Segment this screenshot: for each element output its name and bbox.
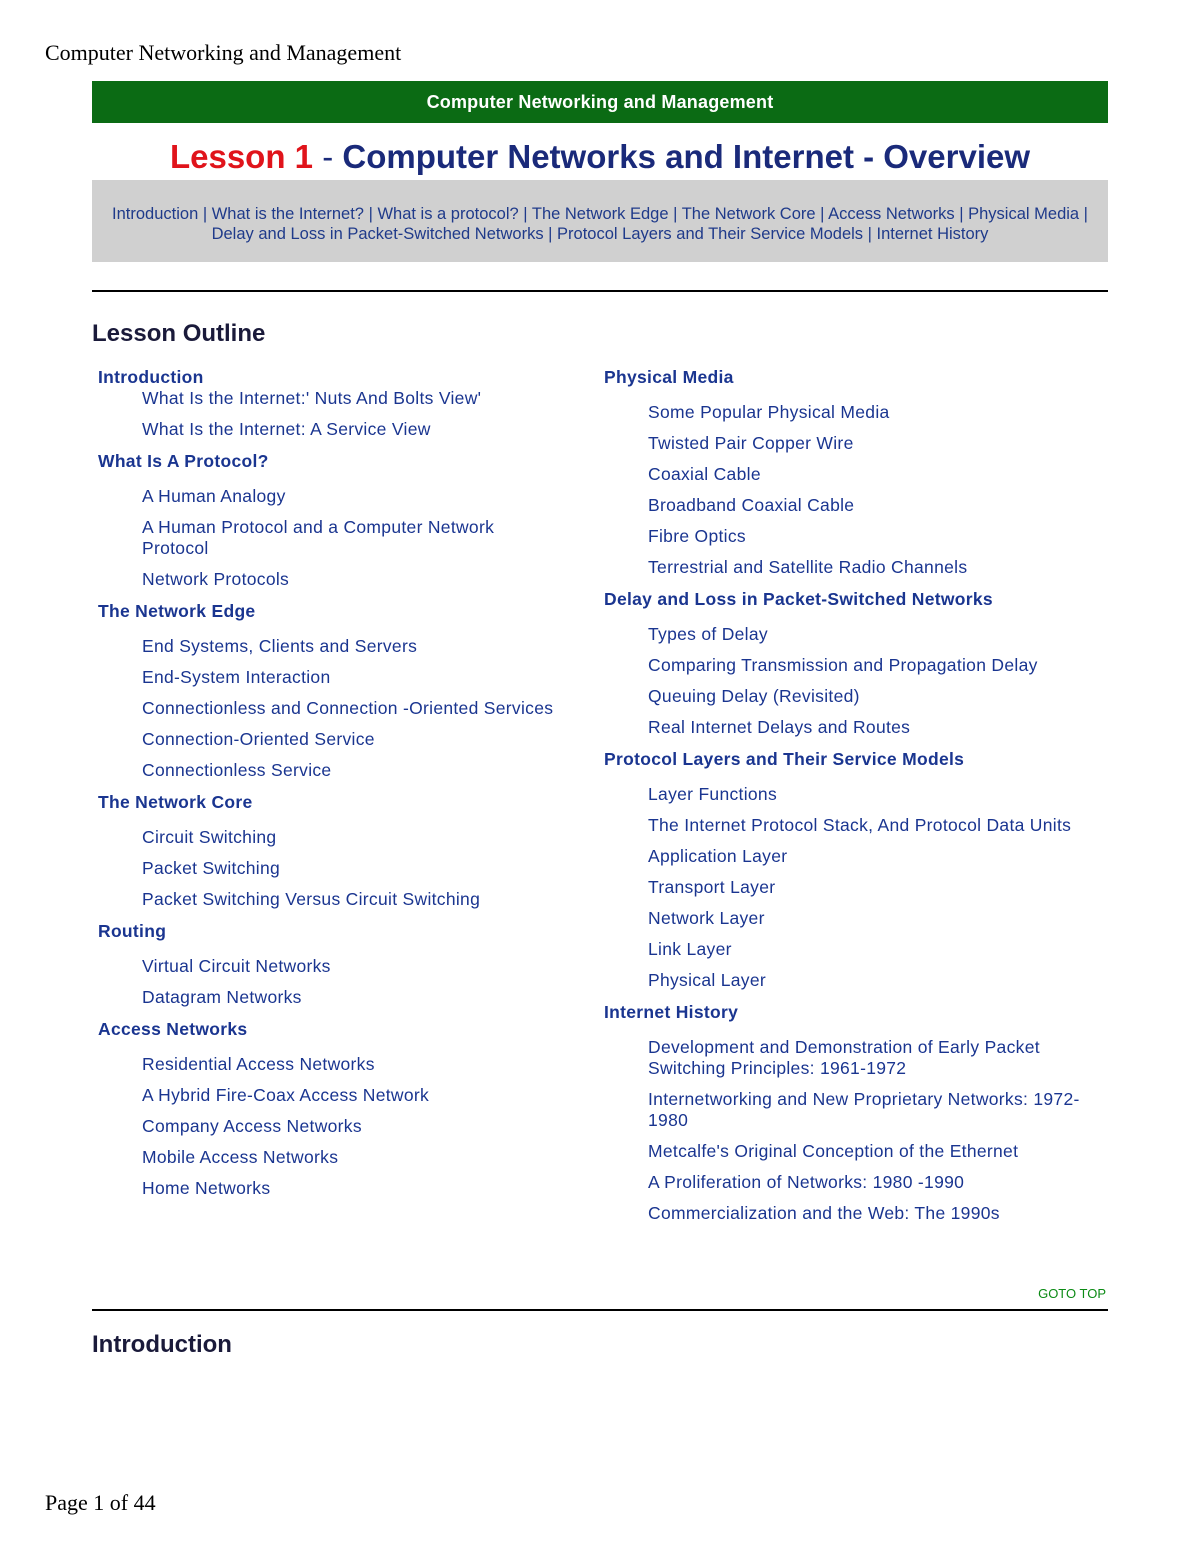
lesson-title: [92, 135, 1108, 185]
outline-group: [604, 588, 1104, 738]
lesson-outline: [92, 366, 1108, 1266]
outline-item-link[interactable]: End Systems, Clients and Servers: [142, 636, 418, 656]
outline-item-link[interactable]: End-System Interaction: [142, 667, 331, 687]
outline-section-link[interactable]: What Is A Protocol?: [98, 451, 269, 471]
outline-section-link[interactable]: The Network Core: [98, 792, 253, 812]
outline-item-link[interactable]: Terrestrial and Satellite Radio Channels: [648, 557, 968, 577]
outline-section-link[interactable]: Internet History: [604, 1002, 739, 1022]
nav-link[interactable]: What is the Internet?: [211, 205, 364, 223]
outline-group: [604, 366, 1104, 578]
outline-group: [604, 748, 1104, 991]
page-number: Page 1 of 44: [45, 1490, 156, 1515]
outline-group: [98, 1018, 558, 1199]
nav-separator: |: [954, 205, 969, 223]
divider: [92, 290, 1108, 292]
nav-link[interactable]: Delay and Loss in Packet-Switched Networks: [211, 225, 544, 243]
nav-separator: |: [1079, 205, 1088, 223]
nav-link[interactable]: Introduction: [112, 205, 199, 223]
title-separator: -: [322, 138, 334, 175]
outline-item-link[interactable]: Company Access Networks: [142, 1116, 362, 1136]
outline-item-link[interactable]: Broadband Coaxial Cable: [648, 495, 855, 515]
introduction-heading: Introduction: [92, 1331, 232, 1358]
outline-group: [604, 1001, 1104, 1224]
nav-link[interactable]: The Network Core: [681, 205, 816, 223]
outline-item-link[interactable]: Connectionless Service: [142, 760, 332, 780]
outline-section-link[interactable]: Delay and Loss in Packet-Switched Networks: [604, 589, 993, 609]
nav-separator: |: [815, 205, 829, 223]
outline-group: [98, 366, 558, 440]
nav-separator: |: [668, 205, 682, 223]
outline-item-link[interactable]: Circuit Switching: [142, 827, 277, 847]
outline-item-link[interactable]: Residential Access Networks: [142, 1054, 375, 1074]
nav-link[interactable]: Internet History: [876, 225, 989, 243]
outline-item-link[interactable]: What Is the Internet: A Service View: [142, 419, 431, 439]
outline-item-link[interactable]: Development and Demonstration of Early Packet Switching Principles: 1961-1972: [648, 1037, 1040, 1078]
outline-section-link[interactable]: The Network Edge: [98, 601, 256, 621]
outline-item-link[interactable]: Datagram Networks: [142, 987, 302, 1007]
course-banner: Computer Networking and Management: [92, 81, 1108, 123]
outline-item-link[interactable]: Mobile Access Networks: [142, 1147, 339, 1167]
outline-item-link[interactable]: Metcalfe's Original Conception of the Ethernet: [648, 1141, 1019, 1161]
outline-item-link[interactable]: Twisted Pair Copper Wire: [648, 433, 854, 453]
nav-separator: |: [198, 205, 212, 223]
outline-item-link[interactable]: Connectionless and Connection -Oriented Services: [142, 698, 554, 718]
outline-item-link[interactable]: Application Layer: [648, 846, 788, 866]
outline-item-link[interactable]: Internetworking and New Proprietary Networks: 1972-1980: [648, 1089, 1080, 1130]
outline-section-link[interactable]: Routing: [98, 921, 167, 941]
nav-separator: |: [518, 205, 532, 223]
outline-item-link[interactable]: A Hybrid Fire-Coax Access Network: [142, 1085, 430, 1105]
outline-item-link[interactable]: Link Layer: [648, 939, 732, 959]
outline-item-link[interactable]: Transport Layer: [648, 877, 776, 897]
nav-separator: |: [863, 225, 877, 243]
outline-item-link[interactable]: Some Popular Physical Media: [648, 402, 890, 422]
outline-item-link[interactable]: A Human Protocol and a Computer Network Protocol: [142, 517, 495, 558]
outline-item-link[interactable]: A Proliferation of Networks: 1980 -1990: [648, 1172, 965, 1192]
outline-item-link[interactable]: A Human Analogy: [142, 486, 286, 506]
outline-right-column: [604, 366, 1104, 1234]
outline-item-link[interactable]: Commercialization and the Web: The 1990s: [648, 1203, 1000, 1223]
outline-section-link[interactable]: Access Networks: [98, 1019, 248, 1039]
nav-separator: |: [543, 225, 558, 243]
outline-item-link[interactable]: Packet Switching Versus Circuit Switching: [142, 889, 481, 909]
lesson-number: Lesson 1: [169, 138, 314, 175]
main-content: [92, 81, 1108, 1358]
nav-link[interactable]: Physical Media: [968, 205, 1080, 223]
outline-item-link[interactable]: Real Internet Delays and Routes: [648, 717, 911, 737]
outline-left-column: [98, 366, 558, 1209]
outline-item-link[interactable]: Layer Functions: [648, 784, 778, 804]
outline-item-link[interactable]: Comparing Transmission and Propagation Delay: [648, 655, 1038, 675]
outline-item-link[interactable]: The Internet Protocol Stack, And Protocol Data Units: [648, 815, 1072, 835]
running-header: Computer Networking and Management: [45, 40, 402, 65]
outline-heading: Lesson Outline: [92, 320, 266, 347]
outline-item-link[interactable]: Queuing Delay (Revisited): [648, 686, 860, 706]
nav-link[interactable]: The Network Edge: [531, 205, 669, 223]
outline-group: [98, 791, 558, 910]
outline-item-link[interactable]: What Is the Internet:' Nuts And Bolts View': [142, 388, 482, 408]
nav-link[interactable]: Access Networks: [828, 205, 955, 223]
outline-item-link[interactable]: Coaxial Cable: [648, 464, 761, 484]
lesson-nav: [92, 180, 1108, 262]
goto-top-link[interactable]: GOTO TOP: [1038, 1286, 1106, 1301]
nav-link[interactable]: Protocol Layers and Their Service Models: [557, 225, 864, 243]
outline-group: [98, 600, 558, 781]
outline-section-link[interactable]: Physical Media: [604, 367, 734, 387]
outline-item-link[interactable]: Packet Switching: [142, 858, 281, 878]
outline-section-link[interactable]: Protocol Layers and Their Service Models: [604, 749, 965, 769]
outline-item-link[interactable]: Network Layer: [648, 908, 765, 928]
outline-item-link[interactable]: Physical Layer: [648, 970, 767, 990]
nav-separator: |: [363, 205, 378, 223]
outline-section-link[interactable]: Introduction: [98, 367, 204, 387]
outline-item-link[interactable]: Network Protocols: [142, 569, 290, 589]
outline-item-link[interactable]: Types of Delay: [648, 624, 768, 644]
outline-item-link[interactable]: Fibre Optics: [648, 526, 746, 546]
outline-item-link[interactable]: Virtual Circuit Networks: [142, 956, 331, 976]
outline-group: [98, 920, 558, 1008]
outline-item-link[interactable]: Home Networks: [142, 1178, 271, 1198]
outline-item-link[interactable]: Connection-Oriented Service: [142, 729, 375, 749]
nav-link[interactable]: What is a protocol?: [377, 205, 519, 223]
divider: [92, 1309, 1108, 1311]
lesson-name: Computer Networks and Internet - Overview: [342, 138, 1031, 175]
outline-group: [98, 450, 558, 590]
